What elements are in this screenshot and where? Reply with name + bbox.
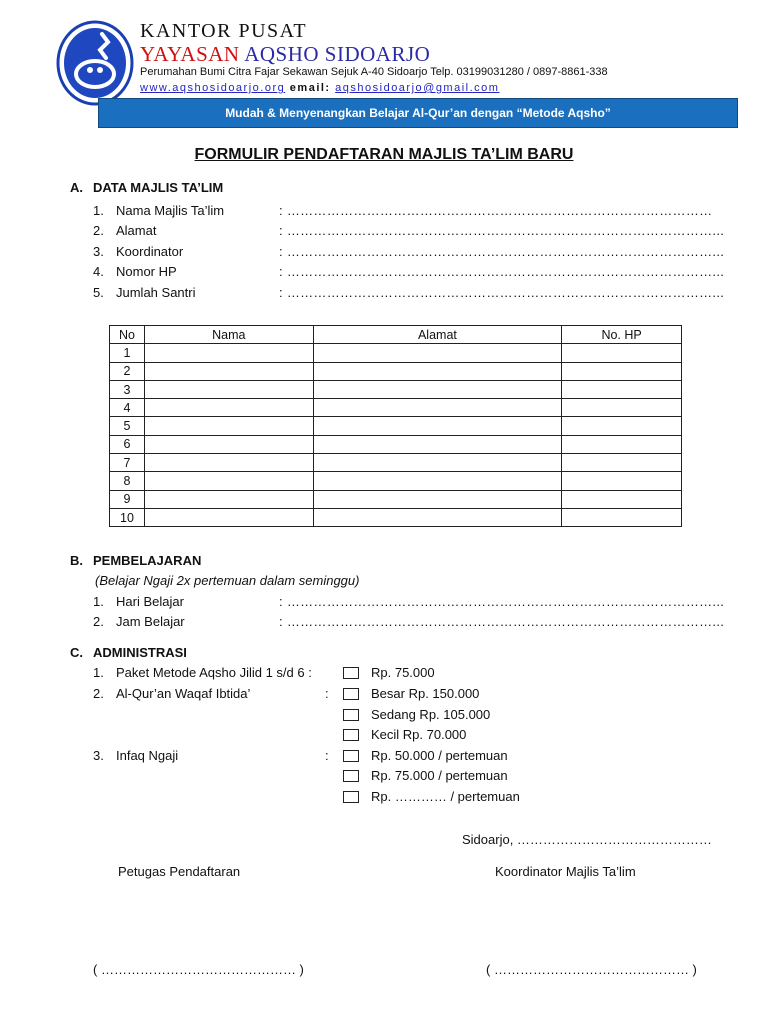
cell-nama[interactable]: [144, 417, 313, 435]
field-label-jumlah-santri: Jumlah Santri: [116, 285, 196, 300]
table-row: [110, 399, 682, 417]
field-blank-nomor-hp[interactable]: : ……………………………………………………………………………………...: [279, 264, 725, 279]
field-label-quran-waqaf: Al-Qur’an Waqaf Ibtida’: [116, 686, 251, 701]
cell-alamat[interactable]: [313, 508, 562, 526]
cell-nama[interactable]: [144, 508, 313, 526]
table-row: [110, 490, 682, 508]
row-number: 5: [110, 417, 145, 435]
field-blank-jumlah-santri[interactable]: : ……………………………………………………………………………………...: [279, 285, 725, 300]
email-label: email:: [289, 82, 331, 94]
place-date[interactable]: Sidoarjo, ………………………………………: [462, 832, 712, 847]
row-number: 7: [110, 454, 145, 472]
table-row: [110, 417, 682, 435]
office-label: KANTOR PUSAT: [140, 20, 308, 42]
option-checkbox[interactable]: [343, 729, 359, 741]
item-number: 1.: [93, 203, 104, 218]
signature-title-left: Petugas Pendaftaran: [118, 864, 241, 879]
field-blank-nama-majlis[interactable]: : ……………………………………………………………………………………: [279, 203, 713, 218]
form-title: FORMULIR PENDAFTARAN MAJLIS TA’LIM BARU: [194, 146, 574, 163]
section-a-letter: A.: [70, 180, 83, 195]
santri-table: [109, 325, 682, 527]
table-row: [110, 435, 682, 453]
section-c-title: ADMINISTRASI: [93, 645, 187, 660]
website-link[interactable]: www.aqshosidoarjo.org: [140, 82, 286, 94]
item-number: 4.: [93, 264, 104, 279]
cell-no-hp[interactable]: [562, 472, 682, 490]
table-row: [110, 472, 682, 490]
contact-line: [140, 82, 499, 94]
table-row: [110, 362, 682, 380]
option-checkbox[interactable]: [343, 667, 359, 679]
cell-no-hp[interactable]: [562, 417, 682, 435]
option-label: Kecil Rp. 70.000: [371, 727, 467, 742]
cell-alamat[interactable]: [313, 362, 562, 380]
table-row: [110, 380, 682, 398]
cell-nama[interactable]: [144, 380, 313, 398]
section-c-letter: C.: [70, 645, 83, 660]
item-number: 1.: [93, 594, 104, 609]
option-label: Rp. ………… / pertemuan: [371, 789, 520, 804]
item-number: 5.: [93, 285, 104, 300]
cell-alamat[interactable]: [313, 344, 562, 362]
option-label: Besar Rp. 150.000: [371, 686, 480, 701]
column-header-nama: Nama: [144, 326, 313, 344]
field-blank-alamat[interactable]: : ……………………………………………………………………………………...: [279, 223, 725, 238]
cell-no-hp[interactable]: [562, 508, 682, 526]
row-number: 6: [110, 435, 145, 453]
row-number: 10: [110, 508, 145, 526]
row-number: 2: [110, 362, 145, 380]
item-number: 2.: [93, 686, 104, 701]
table-row: [110, 344, 682, 362]
cell-nama[interactable]: [144, 399, 313, 417]
cell-alamat[interactable]: [313, 435, 562, 453]
option-checkbox[interactable]: [343, 709, 359, 721]
row-number: 1: [110, 344, 145, 362]
cell-nama[interactable]: [144, 435, 313, 453]
email-link[interactable]: aqshosidoarjo@gmail.com: [335, 82, 500, 94]
yayasan-word: YAYASAN: [140, 42, 240, 66]
field-label-infaq-ngaji: Infaq Ngaji: [116, 748, 179, 763]
signature-title-right: Koordinator Majlis Ta’lim: [495, 864, 636, 879]
cell-alamat[interactable]: [313, 454, 562, 472]
option-label: Rp. 75.000 / pertemuan: [371, 768, 508, 783]
option-checkbox[interactable]: [343, 750, 359, 762]
field-label-koordinator: Koordinator: [116, 244, 184, 259]
cell-alamat[interactable]: [313, 490, 562, 508]
field-blank-jam-belajar[interactable]: : ……………………………………………………………………………………...: [279, 614, 725, 629]
organization-name: [140, 42, 430, 67]
cell-alamat[interactable]: [313, 399, 562, 417]
cell-no-hp[interactable]: [562, 399, 682, 417]
cell-alamat[interactable]: [313, 417, 562, 435]
cell-no-hp[interactable]: [562, 454, 682, 472]
cell-no-hp[interactable]: [562, 490, 682, 508]
item-number: 1.: [93, 665, 104, 680]
field-label-hari-belajar: Hari Belajar: [116, 594, 184, 609]
table-row: [110, 508, 682, 526]
row-number: 3: [110, 380, 145, 398]
tagline-text: Mudah & Menyenangkan Belajar Al-Qur’an dengan “Metode Aqsho”: [225, 106, 611, 120]
field-blank-koordinator[interactable]: : ……………………………………………………………………………………...: [279, 244, 725, 259]
row-number: 4: [110, 399, 145, 417]
column-header-no-hp: No. HP: [562, 326, 682, 344]
organization-logo: [56, 20, 134, 106]
cell-no-hp[interactable]: [562, 362, 682, 380]
colon: :: [325, 686, 329, 701]
field-label-jam-belajar: Jam Belajar: [116, 614, 185, 629]
item-number: 3.: [93, 748, 104, 763]
cell-alamat[interactable]: [313, 380, 562, 398]
field-blank-hari-belajar[interactable]: : ……………………………………………………………………………………...: [279, 594, 725, 609]
org-name: AQSHO SIDOARJO: [244, 42, 431, 66]
cell-nama[interactable]: [144, 454, 313, 472]
option-label: Rp. 50.000 / pertemuan: [371, 748, 508, 763]
option-label: Sedang Rp. 105.000: [371, 707, 491, 722]
signature-blank-right[interactable]: ( ……………………………………… ): [486, 962, 697, 977]
cell-nama[interactable]: [144, 472, 313, 490]
tagline-banner: [98, 98, 738, 128]
option-label: Rp. 75.000: [371, 665, 435, 680]
field-label-nomor-hp: Nomor HP: [116, 264, 177, 279]
row-number: 9: [110, 490, 145, 508]
option-checkbox[interactable]: [343, 770, 359, 782]
column-header-no: No: [110, 326, 145, 344]
cell-no-hp[interactable]: [562, 344, 682, 362]
field-label-paket-metode: Paket Metode Aqsho Jilid 1 s/d 6 :: [116, 665, 312, 680]
cell-alamat[interactable]: [313, 472, 562, 490]
cell-nama[interactable]: [144, 490, 313, 508]
table-header-row: [110, 326, 682, 344]
field-label-nama-majlis: Nama Majlis Ta’lim: [116, 203, 225, 218]
cell-no-hp[interactable]: [562, 380, 682, 398]
row-number: 8: [110, 472, 145, 490]
section-b-note: (Belajar Ngaji 2x pertemuan dalam seminggu): [95, 573, 360, 588]
section-a-title: DATA MAJLIS TA’LIM: [93, 180, 224, 195]
colon: :: [325, 748, 329, 763]
option-checkbox[interactable]: [343, 688, 359, 700]
cell-nama[interactable]: [144, 344, 313, 362]
item-number: 2.: [93, 614, 104, 629]
option-checkbox[interactable]: [343, 791, 359, 803]
cell-no-hp[interactable]: [562, 435, 682, 453]
cell-nama[interactable]: [144, 362, 313, 380]
field-label-alamat: Alamat: [116, 223, 157, 238]
address-line: Perumahan Bumi Citra Fajar Sekawan Sejuk A-40 Sidoarjo Telp. 03199031280 / 0897-8861-338: [140, 66, 608, 78]
signature-blank-left[interactable]: ( ……………………………………… ): [93, 962, 304, 977]
item-number: 2.: [93, 223, 104, 238]
section-b-letter: B.: [70, 553, 83, 568]
item-number: 3.: [93, 244, 104, 259]
section-b-title: PEMBELAJARAN: [93, 553, 202, 568]
table-row: [110, 454, 682, 472]
column-header-alamat: Alamat: [313, 326, 562, 344]
